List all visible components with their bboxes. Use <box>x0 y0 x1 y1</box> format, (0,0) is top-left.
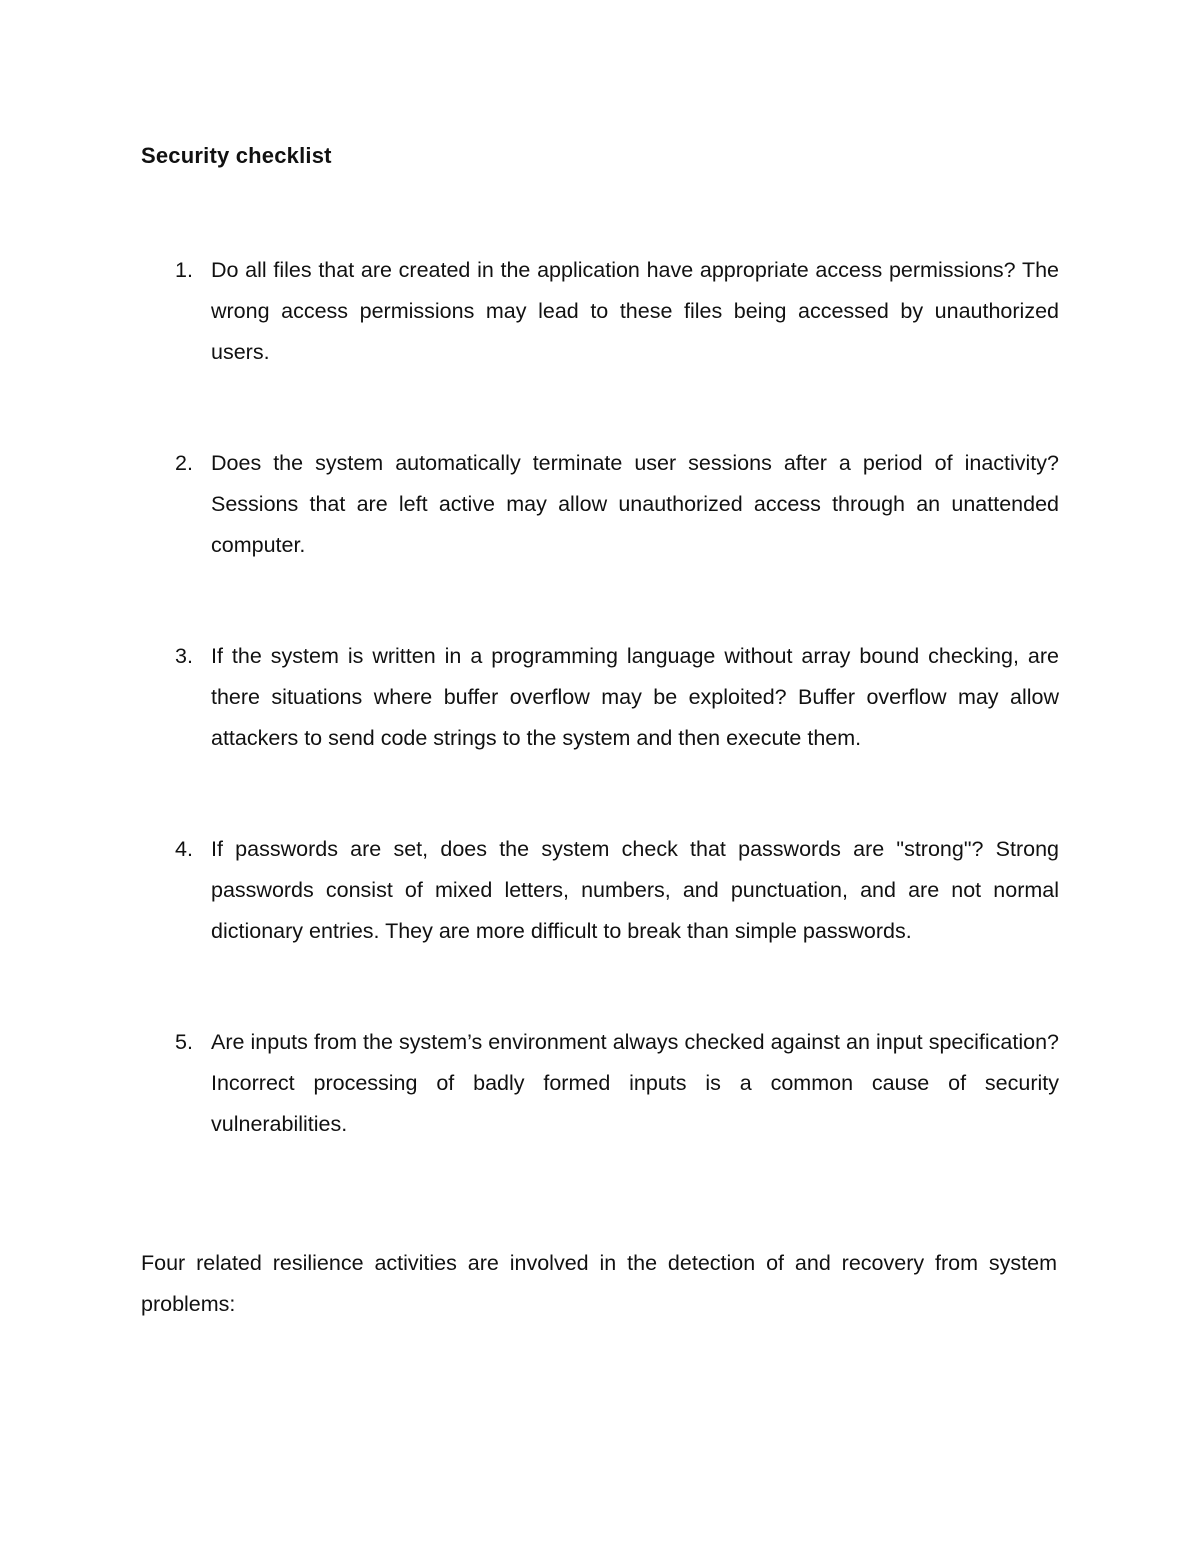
list-item-text: If the system is written in a programming language without array bound checking, are there situations where buffer overflow may be exploited? Buffer overflow may allow attackers to send code strings to the system and then execute them. <box>211 644 1059 750</box>
list-item <box>141 636 1059 759</box>
list-item-number: 5. <box>175 1030 193 1054</box>
list-item-number: 1. <box>175 258 193 282</box>
list-item <box>141 1022 1059 1145</box>
list-item-text: Are inputs from the system’s environment always checked against an input specification? Incorrect processing of badly formed inputs is a common cause of security vulnerabilities. <box>211 1030 1059 1136</box>
closing-paragraph: Four related resilience activities are involved in the detection of and recovery from system problems: <box>141 1251 1057 1316</box>
page-title: Security checklist <box>141 143 332 168</box>
list-item <box>141 443 1059 566</box>
list-item-text: If passwords are set, does the system check that passwords are "strong"? Strong passwords consist of mixed letters, numbers, and punctuation, and are not normal dictionary entries. They are more difficult to break than simple passwords. <box>211 837 1059 943</box>
list-item-text: Do all files that are created in the application have appropriate access permissions? The wrong access permissions may lead to these files being accessed by unauthorized users. <box>211 258 1059 364</box>
list-item <box>141 829 1059 952</box>
list-item <box>141 250 1059 373</box>
list-item-number: 4. <box>175 837 193 861</box>
list-item-text: Does the system automatically terminate user sessions after a period of inactivity? Sessions that are left active may allow unauthorized access through an unattended computer. <box>211 451 1059 557</box>
list-item-number: 3. <box>175 644 193 668</box>
security-checklist <box>141 250 1059 1145</box>
list-item-number: 2. <box>175 451 193 475</box>
